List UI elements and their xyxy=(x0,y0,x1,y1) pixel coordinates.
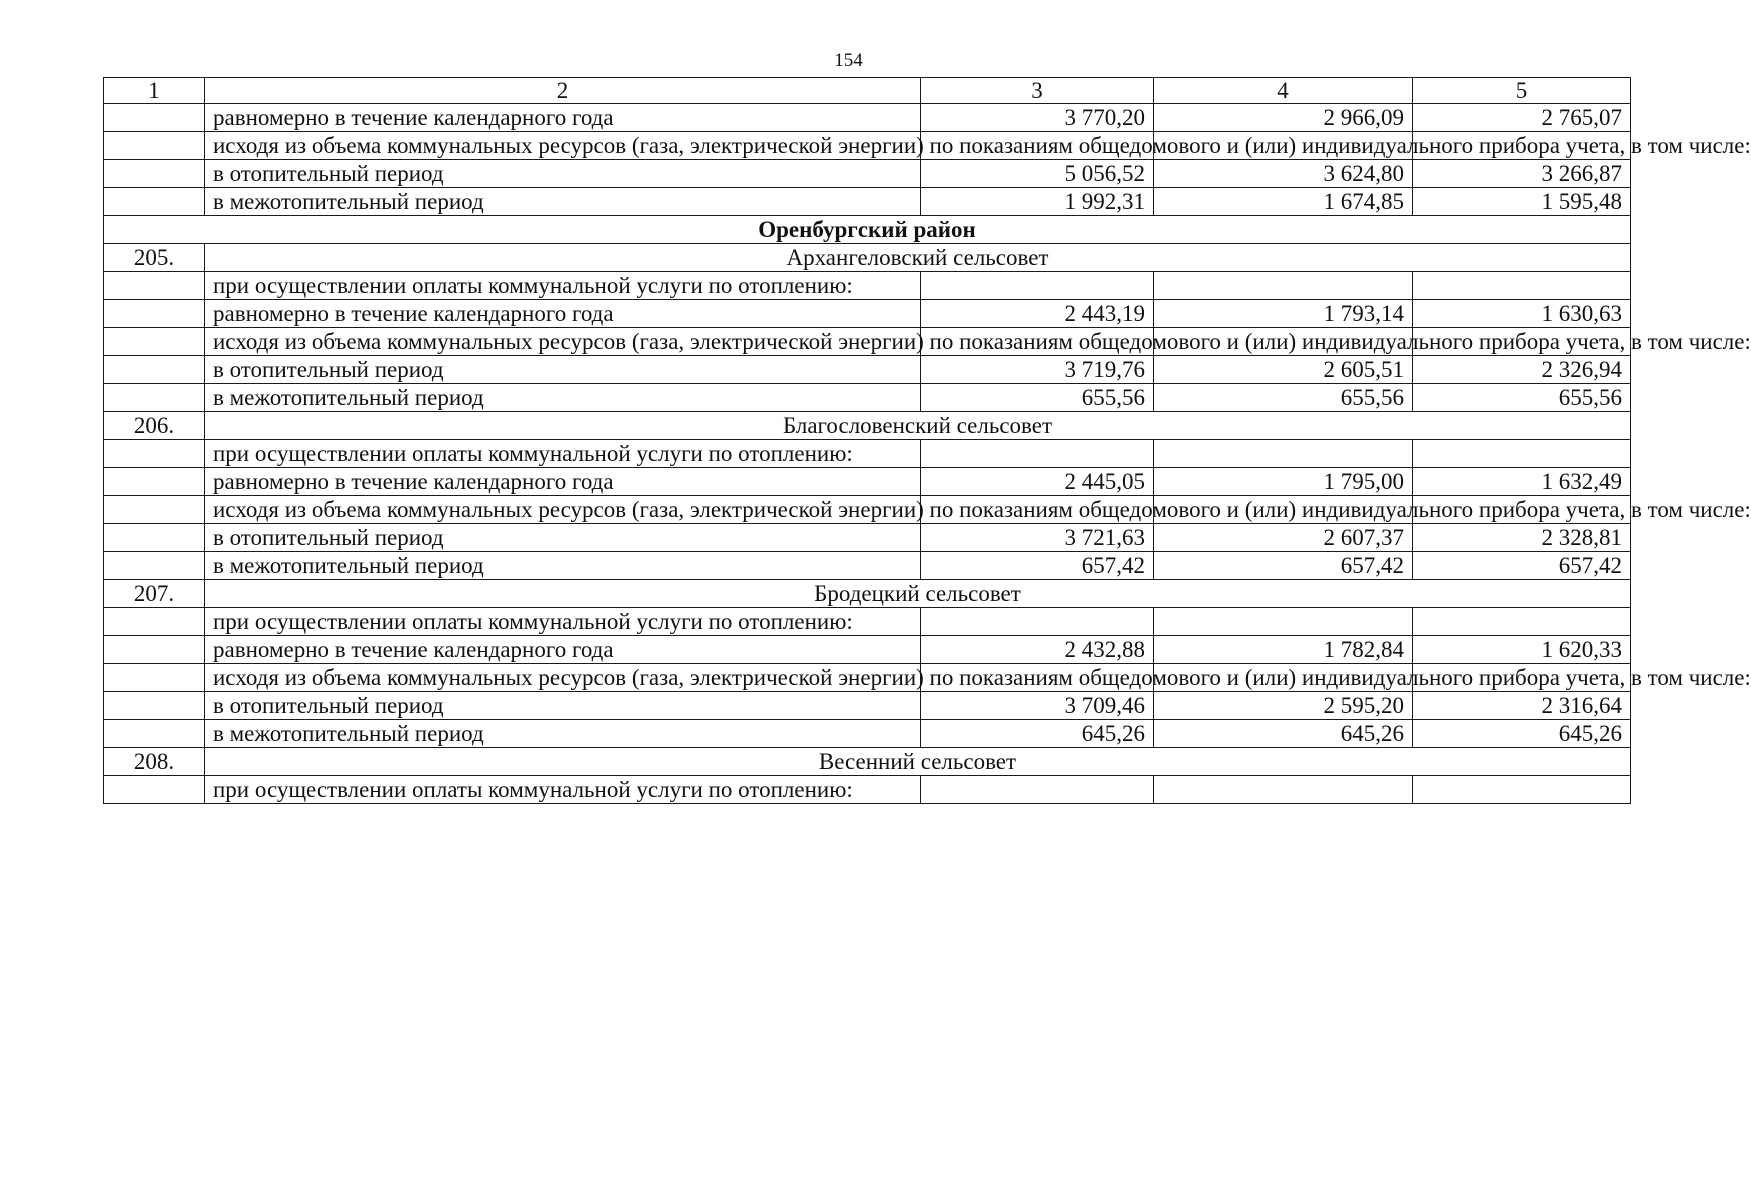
value-col-4: 657,42 xyxy=(1154,552,1413,580)
value-col-4: 1 793,14 xyxy=(1154,300,1413,328)
row-number: 205. xyxy=(104,244,205,272)
value-col-3: 655,56 xyxy=(921,384,1154,412)
value-col-4: 2 605,51 xyxy=(1154,356,1413,384)
value-col-4 xyxy=(1154,440,1413,468)
row-description: в отопительный период xyxy=(205,524,921,552)
value-col-4 xyxy=(1154,272,1413,300)
value-col-5 xyxy=(1413,776,1631,804)
row-description: равномерно в течение календарного года xyxy=(205,300,921,328)
row-description: при осуществлении оплаты коммунальной услуги по отоплению: xyxy=(205,440,921,468)
value-col-5 xyxy=(1413,440,1631,468)
table-row xyxy=(104,552,1631,580)
table-row xyxy=(104,636,1631,664)
section-row xyxy=(104,580,1631,608)
value-col-3 xyxy=(921,440,1154,468)
value-col-3 xyxy=(921,776,1154,804)
value-col-4 xyxy=(1154,608,1413,636)
value-col-3: 3 719,76 xyxy=(921,356,1154,384)
value-col-5 xyxy=(1413,608,1631,636)
section-row xyxy=(104,244,1631,272)
value-col-5: 645,26 xyxy=(1413,720,1631,748)
row-number xyxy=(104,776,205,804)
row-number xyxy=(104,524,205,552)
value-col-3: 645,26 xyxy=(921,720,1154,748)
row-description: равномерно в течение календарного года xyxy=(205,636,921,664)
table-row xyxy=(104,776,1631,804)
table-row xyxy=(104,384,1631,412)
table-row xyxy=(104,524,1631,552)
row-number: 206. xyxy=(104,412,205,440)
row-description: в отопительный период xyxy=(205,692,921,720)
table-row xyxy=(104,188,1631,216)
value-col-5: 3 266,87 xyxy=(1413,160,1631,188)
table-row xyxy=(104,300,1631,328)
section-row xyxy=(104,748,1631,776)
section-title: Архангеловский сельсовет xyxy=(205,244,1631,272)
value-col-5: 2 328,81 xyxy=(1413,524,1631,552)
row-description: в отопительный период xyxy=(205,356,921,384)
table-row xyxy=(104,692,1631,720)
row-number xyxy=(104,272,205,300)
tariff-table xyxy=(103,77,1751,804)
row-number xyxy=(104,188,205,216)
row-number xyxy=(104,664,205,692)
row-description: в отопительный период xyxy=(205,160,921,188)
row-number xyxy=(104,692,205,720)
value-col-4 xyxy=(1154,776,1413,804)
row-number: 207. xyxy=(104,580,205,608)
table-row xyxy=(104,496,1631,524)
table-row xyxy=(104,468,1631,496)
section-title: Бродецкий сельсовет xyxy=(205,580,1631,608)
value-col-4: 1 674,85 xyxy=(1154,188,1413,216)
value-col-4: 645,26 xyxy=(1154,720,1413,748)
row-number: 208. xyxy=(104,748,205,776)
row-number xyxy=(104,468,205,496)
value-col-4: 1 782,84 xyxy=(1154,636,1413,664)
section-title: Весенний сельсовет xyxy=(205,748,1631,776)
row-number xyxy=(104,328,205,356)
table-row xyxy=(104,440,1631,468)
row-description: исходя из объема коммунальных ресурсов (газа, электрической энергии) по показаниям общедомового и (или) индивидуального прибора учета, в том числе: xyxy=(205,132,921,160)
row-number xyxy=(104,132,205,160)
row-number xyxy=(104,440,205,468)
header-cell: 1 xyxy=(104,78,205,104)
header-cell: 4 xyxy=(1154,78,1413,104)
table-row xyxy=(104,104,1631,132)
table-row xyxy=(104,132,1631,160)
header-cell: 5 xyxy=(1413,78,1631,104)
table-row xyxy=(104,328,1631,356)
value-col-3 xyxy=(921,272,1154,300)
row-description: при осуществлении оплаты коммунальной услуги по отоплению: xyxy=(205,608,921,636)
table-row xyxy=(104,272,1631,300)
district-row xyxy=(104,216,1631,244)
row-number xyxy=(104,300,205,328)
header-cell: 2 xyxy=(205,78,921,104)
value-col-3: 3 709,46 xyxy=(921,692,1154,720)
value-col-3: 3 721,63 xyxy=(921,524,1154,552)
row-number xyxy=(104,636,205,664)
table-row xyxy=(104,720,1631,748)
value-col-4: 3 624,80 xyxy=(1154,160,1413,188)
value-col-5: 2 326,94 xyxy=(1413,356,1631,384)
value-col-3: 1 992,31 xyxy=(921,188,1154,216)
value-col-5 xyxy=(1413,272,1631,300)
value-col-3: 5 056,52 xyxy=(921,160,1154,188)
row-description: исходя из объема коммунальных ресурсов (газа, электрической энергии) по показаниям общедомового и (или) индивидуального прибора учета, в том числе: xyxy=(205,664,921,692)
value-col-5: 2 316,64 xyxy=(1413,692,1631,720)
table-row xyxy=(104,356,1631,384)
value-col-5: 657,42 xyxy=(1413,552,1631,580)
value-col-4: 2 966,09 xyxy=(1154,104,1413,132)
header-row xyxy=(104,78,1631,104)
row-number xyxy=(104,608,205,636)
value-col-5: 1 595,48 xyxy=(1413,188,1631,216)
section-row xyxy=(104,412,1631,440)
row-number xyxy=(104,160,205,188)
row-number xyxy=(104,384,205,412)
value-col-5: 1 620,33 xyxy=(1413,636,1631,664)
section-title: Благословенский сельсовет xyxy=(205,412,1631,440)
row-number xyxy=(104,496,205,524)
value-col-5: 1 632,49 xyxy=(1413,468,1631,496)
table-row xyxy=(104,664,1631,692)
value-col-5: 1 630,63 xyxy=(1413,300,1631,328)
row-number xyxy=(104,104,205,132)
row-description: при осуществлении оплаты коммунальной услуги по отоплению: xyxy=(205,272,921,300)
table-row xyxy=(104,608,1631,636)
row-description: в межотопительный период xyxy=(205,384,921,412)
row-description: исходя из объема коммунальных ресурсов (газа, электрической энергии) по показаниям общедомового и (или) индивидуального прибора учета, в том числе: xyxy=(205,328,921,356)
row-number xyxy=(104,356,205,384)
row-description: равномерно в течение календарного года xyxy=(205,104,921,132)
page-number: 154 xyxy=(834,50,863,71)
row-number xyxy=(104,720,205,748)
value-col-4: 2 595,20 xyxy=(1154,692,1413,720)
value-col-3: 2 443,19 xyxy=(921,300,1154,328)
value-col-3: 3 770,20 xyxy=(921,104,1154,132)
value-col-3 xyxy=(921,608,1154,636)
row-description: исходя из объема коммунальных ресурсов (газа, электрической энергии) по показаниям общедомового и (или) индивидуального прибора учета, в том числе: xyxy=(205,496,921,524)
value-col-5: 655,56 xyxy=(1413,384,1631,412)
row-description: в межотопительный период xyxy=(205,552,921,580)
row-description: в межотопительный период xyxy=(205,720,921,748)
header-cell: 3 xyxy=(921,78,1154,104)
district-title: Оренбургский район xyxy=(104,216,1631,244)
value-col-3: 2 432,88 xyxy=(921,636,1154,664)
value-col-3: 657,42 xyxy=(921,552,1154,580)
value-col-3: 2 445,05 xyxy=(921,468,1154,496)
value-col-4: 2 607,37 xyxy=(1154,524,1413,552)
row-description: при осуществлении оплаты коммунальной услуги по отоплению: xyxy=(205,776,921,804)
table-row xyxy=(104,160,1631,188)
value-col-4: 1 795,00 xyxy=(1154,468,1413,496)
value-col-5: 2 765,07 xyxy=(1413,104,1631,132)
value-col-4: 655,56 xyxy=(1154,384,1413,412)
row-description: в межотопительный период xyxy=(205,188,921,216)
row-description: равномерно в течение календарного года xyxy=(205,468,921,496)
row-number xyxy=(104,552,205,580)
